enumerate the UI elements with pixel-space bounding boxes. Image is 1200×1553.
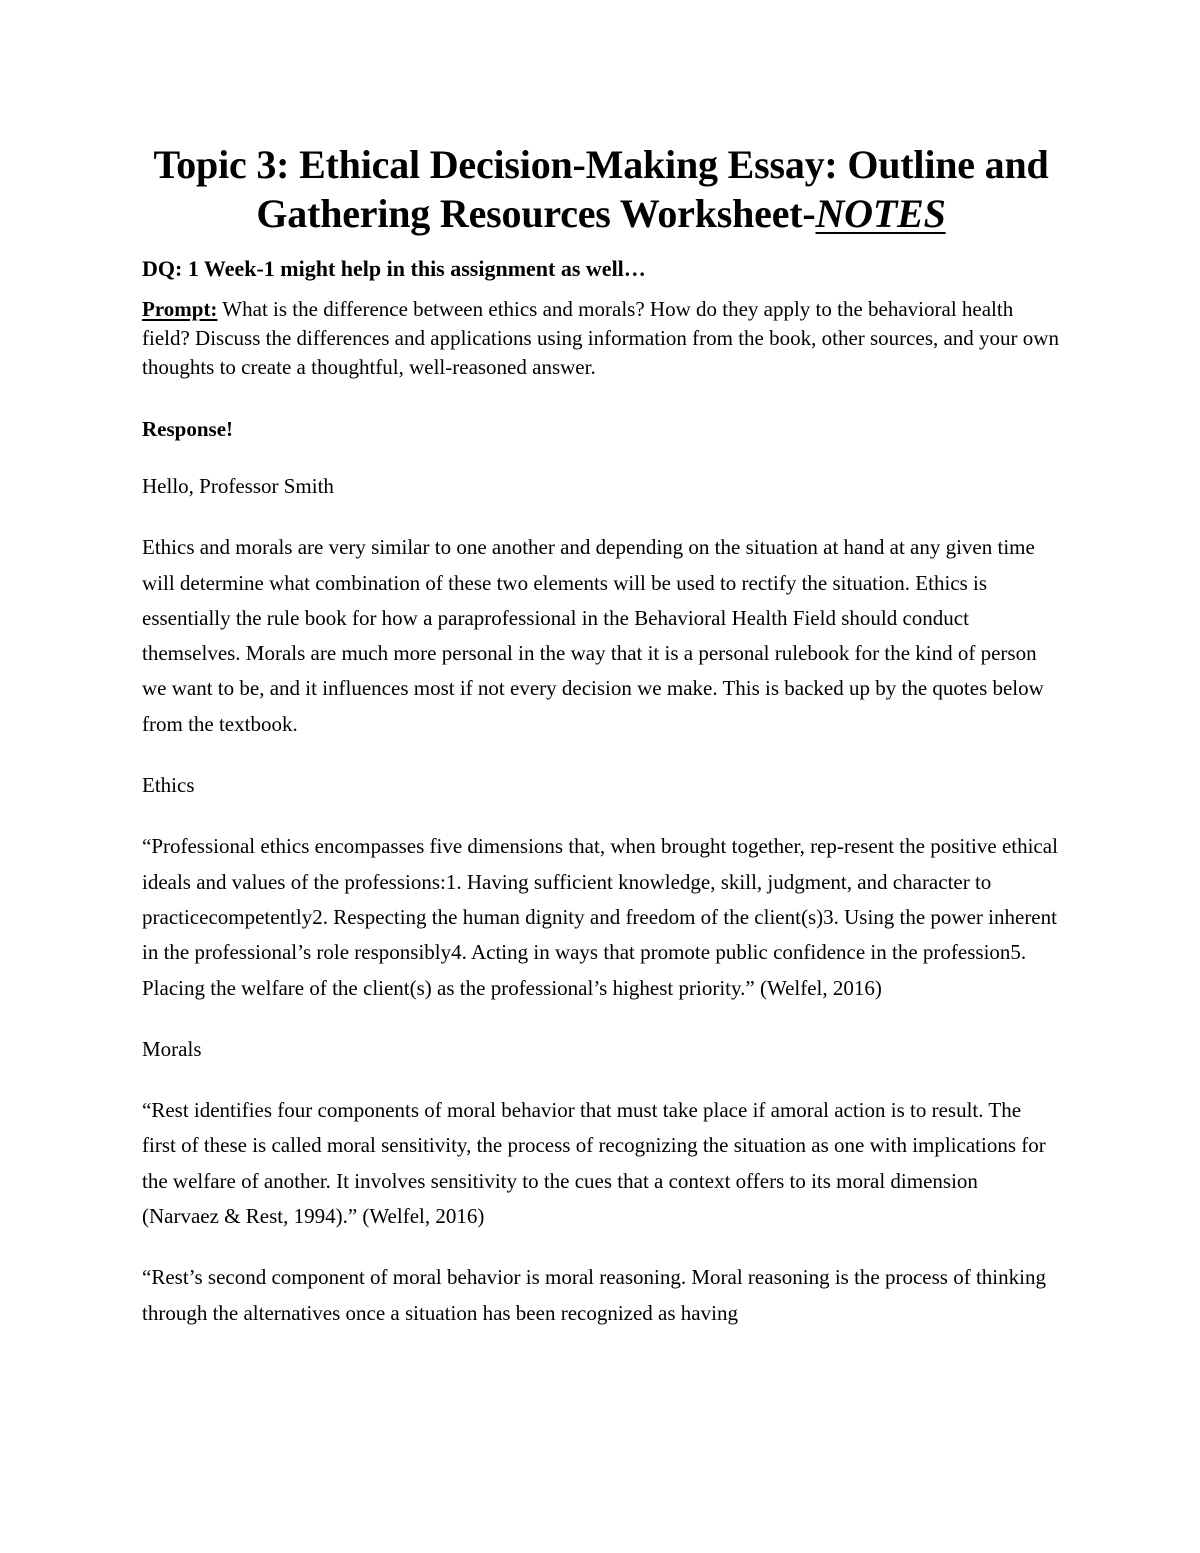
heading-ethics: Ethics bbox=[142, 773, 195, 798]
quote-morals-second: “Rest’s second component of moral behavior is moral reasoning. Moral reasoning is the process of thinking through the alternatives once a situation has been recognized as having bbox=[142, 1265, 1046, 1325]
prompt-label: Prompt: bbox=[142, 297, 218, 321]
response-label: Response! bbox=[142, 417, 234, 441]
quote-ethics: “Professional ethics encompasses five dimensions that, when brought together, rep-resent the positive ethical ideals and values of the professions:1. Having sufficient knowledge, skill, judgment, and character to practicecompetently2. Respecting the human dignity and freedom of the client(s)3. Using the power inherent in the professional’s role responsibly4. Acting in ways that promote public confidence in the profession5. Placing the welfare of the client(s) as the professional’s highest priority.” (Welfel, 2016) bbox=[142, 834, 1058, 1000]
paragraph-ethics-vs-morals: Ethics and morals are very similar to one another and depending on the situation at hand at any given time will determine what combination of these two elements will be used to rectify the situation. Ethics is essentially the rule book for how a paraprofessional in the Behavioral Health Field should conduct themselves. Morals are much more personal in the way that it is a personal rulebook for the kind of person we want to be, and it influences most if not every decision we make. This is backed up by the quotes below from the textbook. bbox=[142, 535, 1044, 736]
title-main-text: Topic 3: Ethical Decision-Making Essay: Outline and Gathering Resources Worksheet- bbox=[153, 142, 1049, 236]
heading-morals: Morals bbox=[142, 1036, 202, 1061]
title-notes-text: NOTES bbox=[815, 191, 946, 236]
prompt-text: What is the difference between ethics and morals? How do they apply to the behavioral health field? Discuss the differences and applications using information from the book, other sources, and your own thoughts to create a thoughtful, well-reasoned answer. bbox=[142, 297, 1059, 379]
document-title bbox=[142, 140, 1060, 238]
dq-line: DQ: 1 Week-1 might help in this assignment as well… bbox=[142, 256, 646, 281]
prompt-paragraph bbox=[142, 295, 1060, 382]
quote-morals-first: “Rest identifies four components of moral behavior that must take place if amoral action is to result. The first of these is called moral sensitivity, the process of recognizing the situation as one with implications for the welfare of another. It involves sensitivity to the cues that a context offers to its moral dimension (Narvaez & Rest, 1994).” (Welfel, 2016) bbox=[142, 1098, 1046, 1229]
greeting: Hello, Professor Smith bbox=[142, 474, 334, 498]
